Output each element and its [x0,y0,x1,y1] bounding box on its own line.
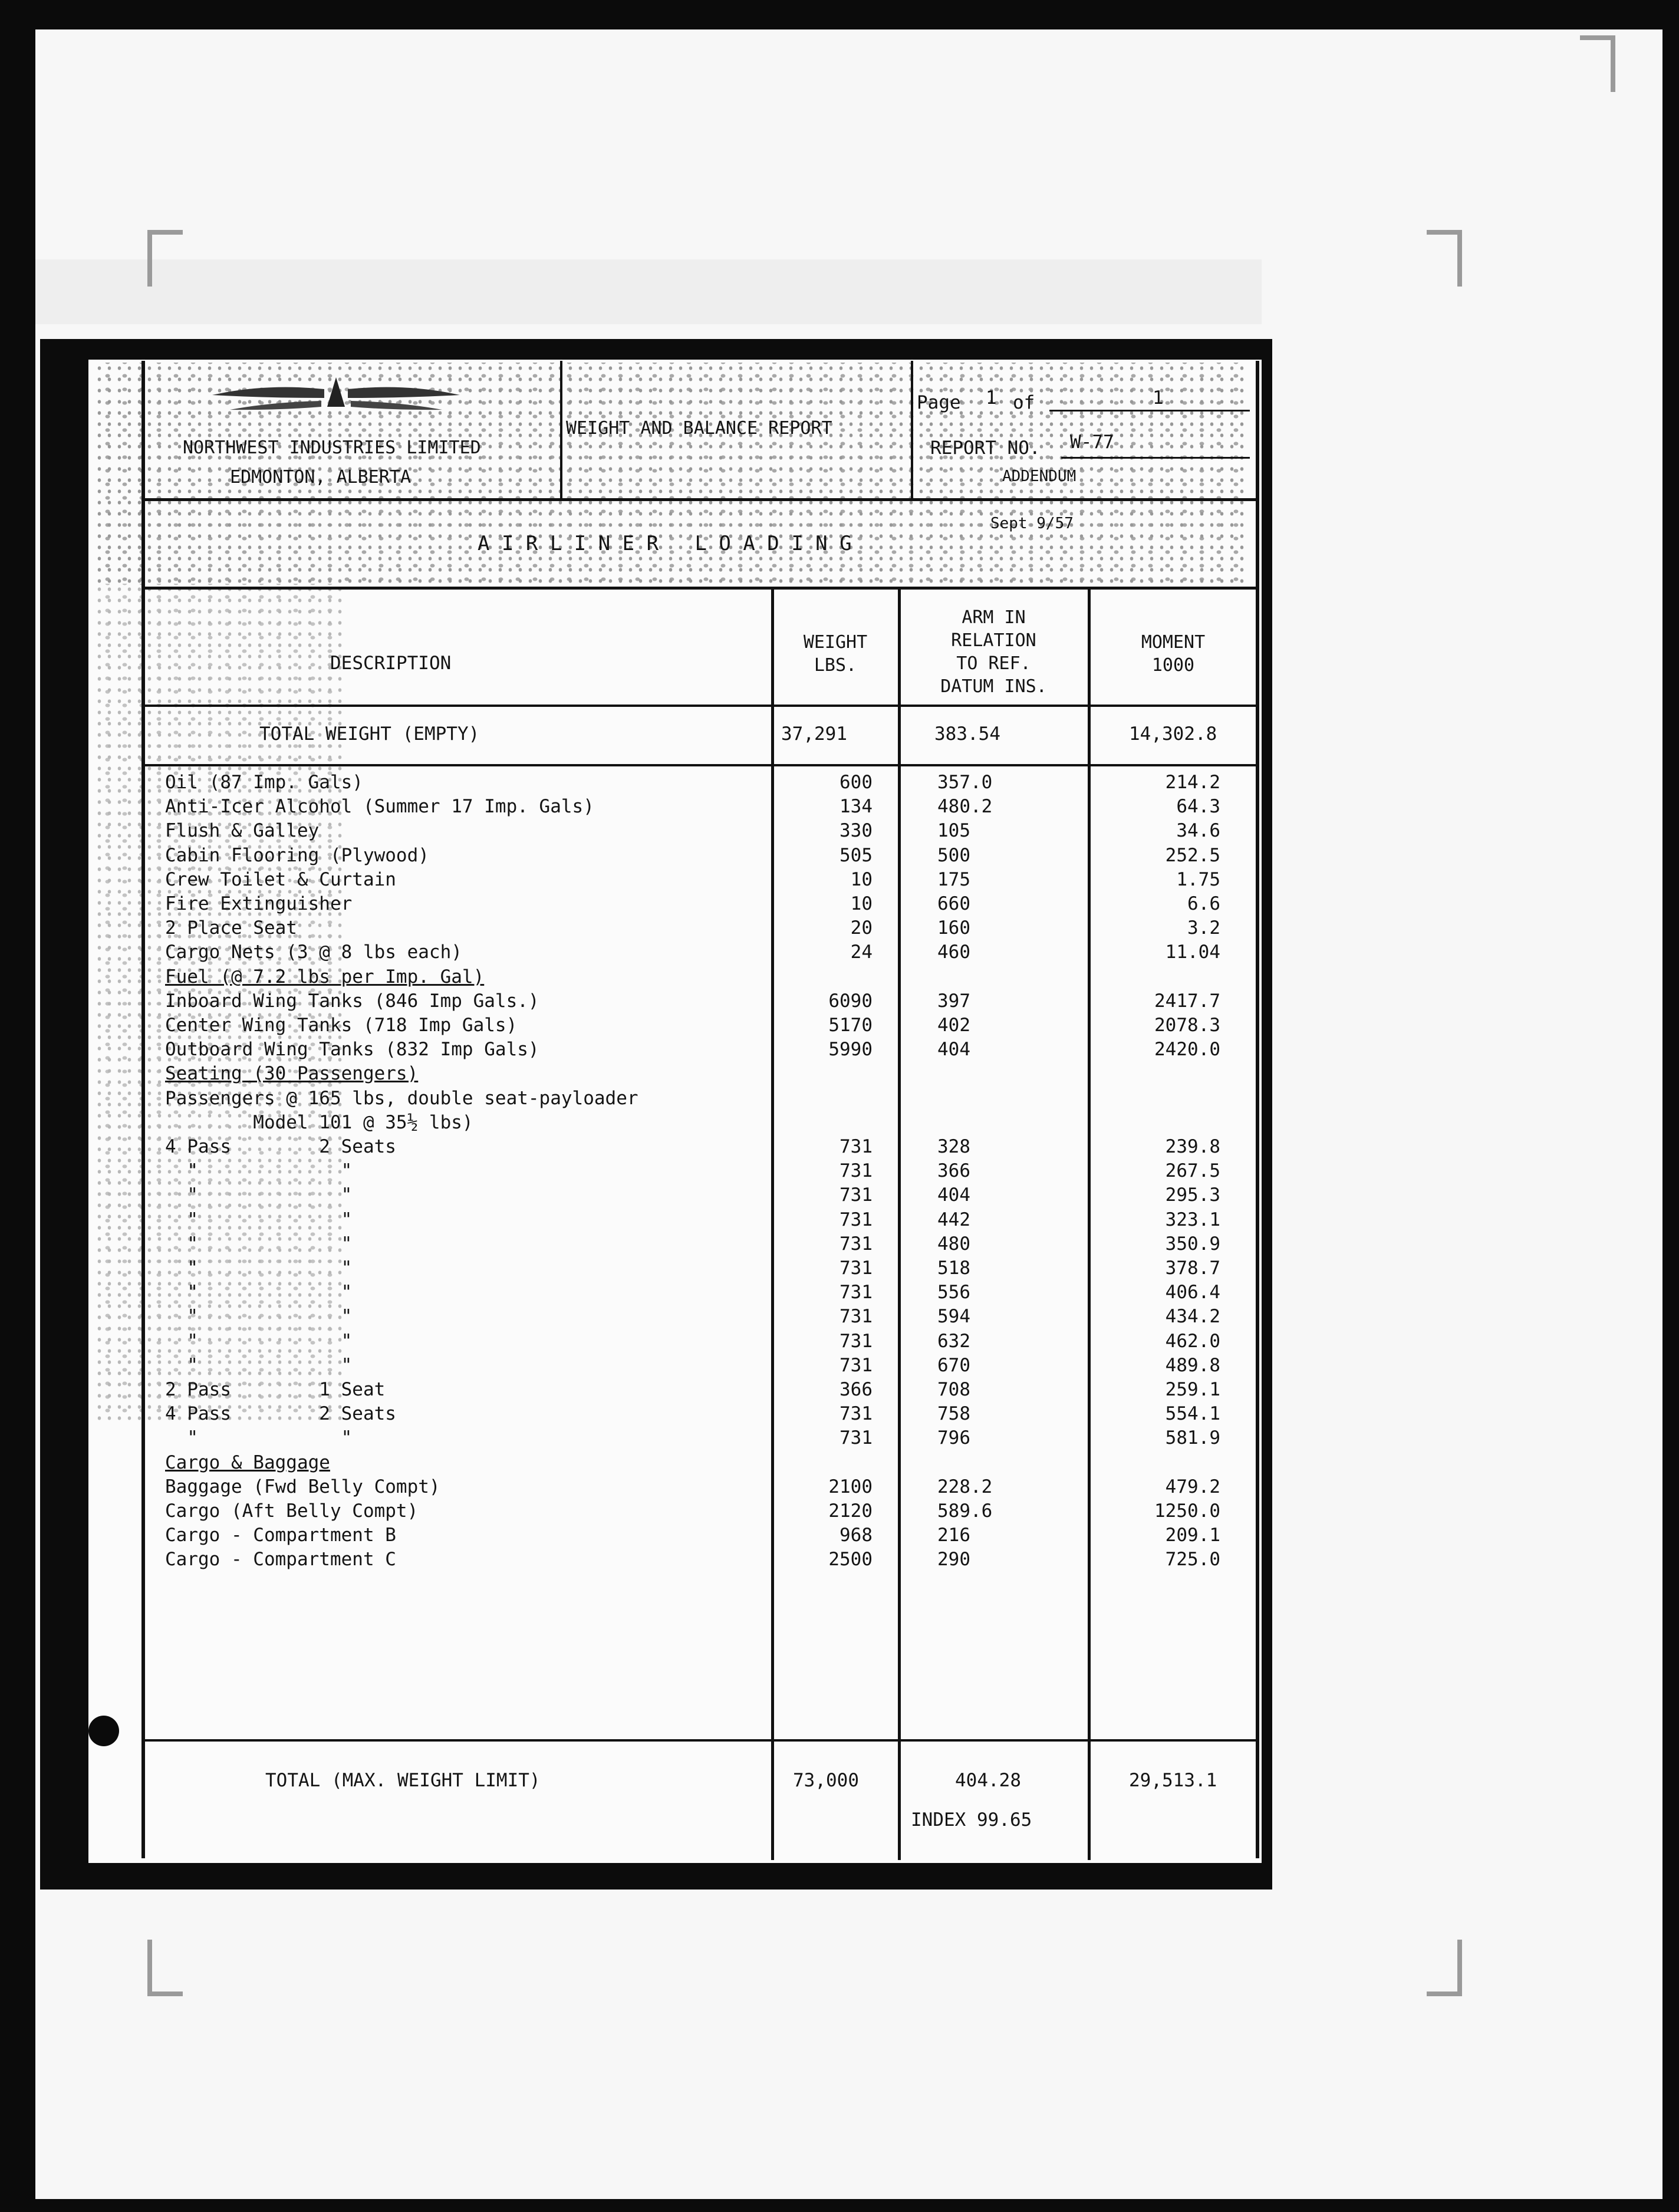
wings-logo [177,371,495,419]
row-description: Fire Extinguisher [165,893,353,914]
total-empty-description: TOTAL WEIGHT (EMPTY) [259,723,480,745]
row-arm: 758 [937,1403,970,1424]
row-description: Outboard Wing Tanks (832 Imp Gals) [165,1039,539,1060]
page-number: 1 [986,387,997,409]
row-description: Inboard Wing Tanks (846 Imp Gals.) [165,990,539,1012]
row-moment: 489.8 [1165,1355,1220,1376]
col-header-moment: MOMENT 1000 [1141,632,1206,676]
row-moment: 350.9 [1165,1233,1220,1255]
row-arm: 402 [937,1015,970,1036]
row-weight: 20 [850,917,873,939]
row-arm: 632 [937,1331,970,1352]
row-arm: 480.2 [937,796,993,817]
crop-mark-bottom-left [147,1940,183,1996]
punch-hole [88,1716,119,1746]
rule-right [1256,361,1259,1858]
total-max-arm: 404.28 [955,1770,1021,1791]
row-moment: 2417.7 [1154,990,1220,1012]
crop-mark-top [1580,35,1615,92]
row-description: Flush & Galley [165,820,320,841]
company-location: EDMONTON, ALBERTA [230,467,411,488]
row-moment: 462.0 [1165,1331,1220,1352]
row-description: Center Wing Tanks (718 Imp Gals) [165,1015,518,1036]
row-arm: 480 [937,1233,970,1255]
total-empty-arm: 383.54 [934,723,1000,745]
row-weight: 24 [850,942,873,963]
row-arm: 404 [937,1039,970,1060]
row-arm: 708 [937,1379,970,1400]
row-arm: 518 [937,1258,970,1279]
crop-mark-top-right [1427,230,1462,287]
row-weight: 731 [840,1233,873,1255]
report-date: Sept 9/57 [990,515,1074,532]
rule-header-2 [911,361,913,499]
total-max-moment: 29,513.1 [1129,1770,1217,1791]
col-header-arm: ARM IN RELATION TO REF. DATUM INS. [940,607,1047,697]
col-header-weight: WEIGHT LBS. [803,632,868,676]
row-moment: 378.7 [1165,1258,1220,1279]
row-moment: 6.6 [1187,893,1220,914]
index-value: INDEX 99.65 [911,1809,1032,1831]
row-weight: 10 [850,869,873,890]
page-of-label: of [1013,392,1035,413]
rule-page-number [1049,410,1250,412]
row-description: Baggage (Fwd Belly Compt) [165,1476,440,1497]
report-title: WEIGHT AND BALANCE REPORT [566,418,832,439]
report-no-value: W-77 [1070,432,1114,453]
page-label: Page [917,392,961,413]
row-weight: 505 [840,845,873,866]
row-weight: 2100 [828,1476,873,1497]
row-description: 4 Pass 2 Seats [165,1136,396,1157]
row-description: " " [165,1427,353,1449]
rule-col-arm [898,587,901,1860]
row-weight: 731 [840,1355,873,1376]
report-no-label: REPORT NO. [930,437,1041,459]
rule-left [141,361,145,1858]
row-weight: 731 [840,1403,873,1424]
row-moment: 323.1 [1165,1209,1220,1230]
row-description: Cargo Nets (3 @ 8 lbs each) [165,942,462,963]
row-weight: 600 [840,772,873,793]
row-arm: 594 [937,1306,970,1327]
row-description: Cargo (Aft Belly Compt) [165,1500,419,1522]
section-title: A I R L I N E R L O A D I N G [478,532,852,555]
row-arm: 796 [937,1427,970,1449]
row-moment: 34.6 [1176,820,1220,841]
row-moment: 554.1 [1165,1403,1220,1424]
row-description: Seating (30 Passengers) [165,1063,419,1084]
total-empty-moment: 14,302.8 [1129,723,1217,745]
row-weight: 2120 [828,1500,873,1522]
row-weight: 731 [840,1184,873,1206]
row-weight: 731 [840,1160,873,1181]
row-moment: 2420.0 [1154,1039,1220,1060]
row-moment: 267.5 [1165,1160,1220,1181]
row-weight: 731 [840,1209,873,1230]
col-header-description: DESCRIPTION [330,653,452,674]
row-moment: 434.2 [1165,1306,1220,1327]
row-weight: 6090 [828,990,873,1012]
row-description: " " [165,1355,353,1376]
row-arm: 442 [937,1209,970,1230]
total-max-description: TOTAL (MAX. WEIGHT LIMIT) [265,1770,541,1791]
row-arm: 328 [937,1136,970,1157]
total-max-weight: 73,000 [793,1770,859,1791]
row-description: " " [165,1209,353,1230]
row-arm: 357.0 [937,772,993,793]
row-weight: 731 [840,1331,873,1352]
row-description: Crew Toilet & Curtain [165,869,396,890]
row-arm: 160 [937,917,970,939]
row-description: " " [165,1233,353,1255]
rule-col-moment [1088,587,1091,1860]
row-moment: 11.04 [1165,942,1220,963]
glare-strip [35,259,1262,324]
rule-col-weight [771,587,774,1860]
company-name: NORTHWEST INDUSTRIES LIMITED [183,437,481,458]
row-description: " " [165,1282,353,1303]
row-moment: 2078.3 [1154,1015,1220,1036]
rule-under-columns [141,705,1259,707]
row-weight: 731 [840,1282,873,1303]
row-weight: 731 [840,1427,873,1449]
row-description: " " [165,1258,353,1279]
row-moment: 64.3 [1176,796,1220,817]
page-total: 1 [1153,387,1164,409]
row-description: Cargo & Baggage [165,1452,330,1473]
row-weight: 5990 [828,1039,873,1060]
row-moment: 406.4 [1165,1282,1220,1303]
rule-under-empty [141,764,1259,766]
row-description: Fuel (@ 7.2 lbs per Imp. Gal) [165,966,485,988]
row-weight: 2500 [828,1549,873,1570]
row-moment: 1250.0 [1154,1500,1220,1522]
row-description: " " [165,1184,353,1206]
row-description: " " [165,1331,353,1352]
row-description: Oil (87 Imp. Gals) [165,772,363,793]
row-moment: 214.2 [1165,772,1220,793]
row-weight: 10 [850,893,873,914]
row-moment: 581.9 [1165,1427,1220,1449]
row-moment: 239.8 [1165,1136,1220,1157]
row-arm: 404 [937,1184,970,1206]
row-moment: 209.1 [1165,1525,1220,1546]
row-description: Model 101 @ 35½ lbs) [165,1112,473,1133]
row-weight: 330 [840,820,873,841]
row-weight: 366 [840,1379,873,1400]
crop-mark-bottom-right [1427,1940,1462,1996]
row-moment: 3.2 [1187,917,1220,939]
row-moment: 295.3 [1165,1184,1220,1206]
row-description: Cabin Flooring (Plywood) [165,845,429,866]
row-moment: 259.1 [1165,1379,1220,1400]
row-description: Cargo - Compartment C [165,1549,396,1570]
row-moment: 725.0 [1165,1549,1220,1570]
row-arm: 290 [937,1549,970,1570]
rule-under-header [141,498,1259,501]
row-description: 2 Place Seat [165,917,297,939]
row-arm: 366 [937,1160,970,1181]
row-description: Cargo - Compartment B [165,1525,396,1546]
row-arm: 397 [937,990,970,1012]
row-description: Passengers @ 165 lbs, double seat-payloader [165,1088,638,1109]
rule-above-total [141,1739,1259,1742]
row-moment: 479.2 [1165,1476,1220,1497]
row-description: " " [165,1306,353,1327]
row-description: 2 Pass 1 Seat [165,1379,386,1400]
row-arm: 500 [937,845,970,866]
row-description: Anti-Icer Alcohol (Summer 17 Imp. Gals) [165,796,594,817]
row-arm: 556 [937,1282,970,1303]
row-weight: 731 [840,1136,873,1157]
rule-report-no [1061,457,1250,459]
row-weight: 968 [840,1525,873,1546]
row-arm: 216 [937,1525,970,1546]
total-empty-weight: 37,291 [781,723,847,745]
row-arm: 660 [937,893,970,914]
row-description: 4 Pass 2 Seats [165,1403,396,1424]
rule-under-title [141,587,1259,590]
crop-mark-top-left [147,230,183,287]
row-arm: 228.2 [937,1476,993,1497]
row-arm: 589.6 [937,1500,993,1522]
row-description: " " [165,1160,353,1181]
row-arm: 670 [937,1355,970,1376]
addendum-label: ADDENDUM [1002,468,1076,485]
row-arm: 460 [937,942,970,963]
row-moment: 252.5 [1165,845,1220,866]
row-weight: 731 [840,1306,873,1327]
row-weight: 5170 [828,1015,873,1036]
row-weight: 731 [840,1258,873,1279]
row-arm: 105 [937,820,970,841]
rule-header-1 [560,361,562,499]
row-weight: 134 [840,796,873,817]
row-moment: 1.75 [1176,869,1220,890]
row-arm: 175 [937,869,970,890]
